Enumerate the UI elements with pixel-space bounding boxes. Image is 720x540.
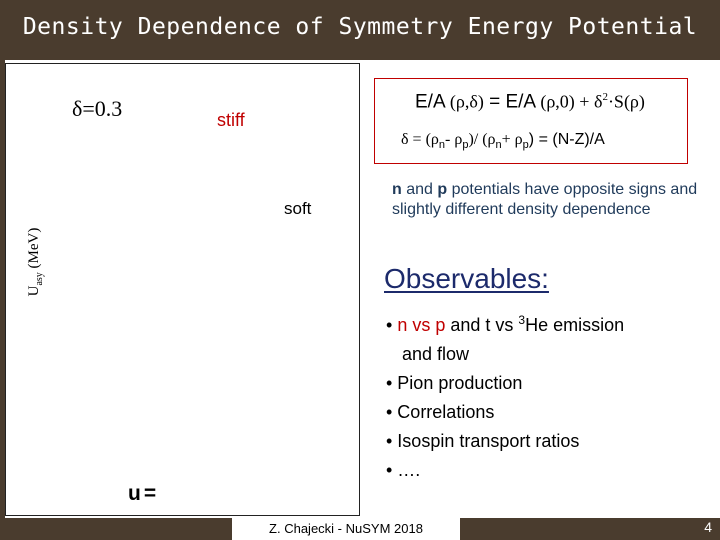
list-item: • Correlations [386,402,495,422]
list-item: • Isospin transport ratios [386,431,580,451]
plot-area [5,63,360,516]
delta-label: δ=0.3 [72,96,123,121]
list-item: • Pion production [386,373,523,393]
list-item: • n vs p and t vs $^3$He emission [386,313,625,335]
formula-box [374,78,688,164]
list-item: • …. [386,460,421,480]
footer-citation: Z. Chajecki - NuSYM 2018 [232,518,460,540]
list-item: and flow [402,344,470,364]
soft-label: soft [284,199,312,218]
np-potentials-note: n and p potentials have opposite signs and slightly different density dependence [392,181,698,218]
observables-list [386,306,624,485]
title-bar [0,0,720,60]
observables-heading: Observables: [384,263,549,294]
stiff-label: stiff [217,110,245,130]
energy-formula: E/A (ρ,δ) = E/A $(\rho,0) + \delta^2\cdot S(\rho)$ [415,91,645,113]
asymmetry-formula: $\delta = (\rho_n-$ $\rho_p)/$ $(\rho_n+ \rho_p) = (N-Z)/A$ [401,131,605,152]
slide-title: Density Dependence of Symmetry Energy Potential [22,14,698,40]
u-label: u= [128,482,160,505]
page-number: 4 [704,519,712,535]
y-axis-label: $U_{asy}$ (MeV) [26,227,45,297]
